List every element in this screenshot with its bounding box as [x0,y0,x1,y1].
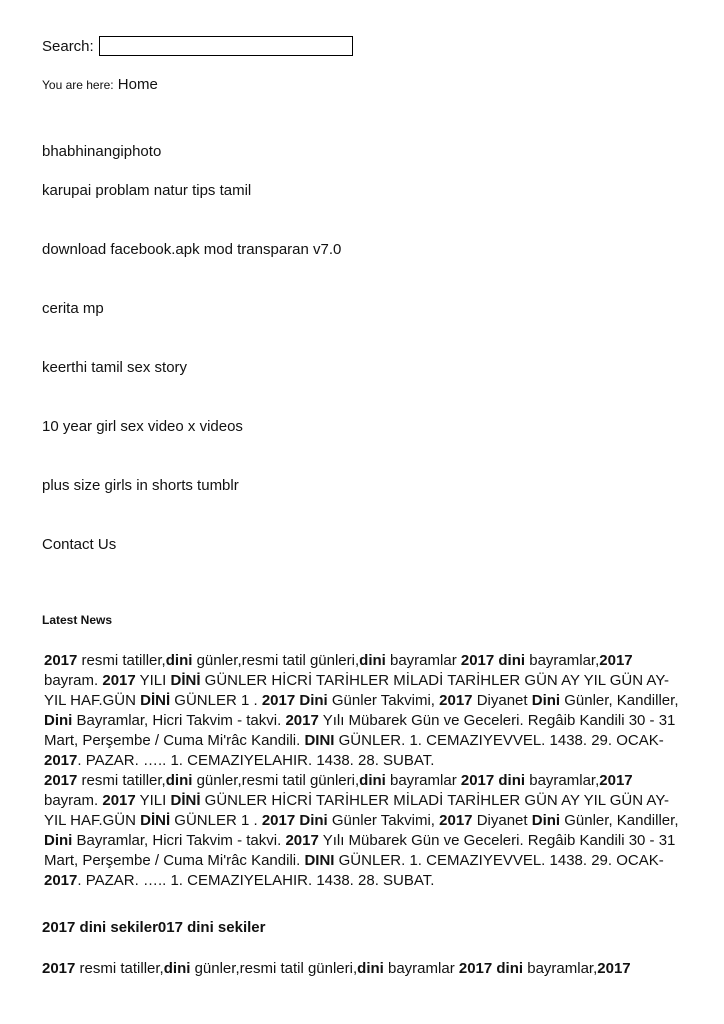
body-text: Diyanet [472,692,532,709]
body-text: YILI [135,792,171,809]
emphasis-text: DİNİ [140,692,171,709]
body-text: Günler, Kandiller, [560,692,679,709]
body-text: GÜNLER HİCRİ TARİHLER MİLADİ TARİHLER GÜN AY YIL GÜN AY-YIL HAF.GÜN [44,792,669,829]
emphasis-text: 2017 [439,692,473,709]
emphasis-text: 2017 [44,772,78,789]
emphasis-text: 2017 dini [460,652,526,669]
body-text: YILI [135,672,171,689]
body-text: günler,resmi tatil günleri, [192,652,360,669]
emphasis-text: 2017 [42,960,76,977]
body-text: resmi tatiller, [75,960,164,977]
body-text: GÜNLER HİCRİ TARİHLER MİLADİ TARİHLER GÜN AY YIL GÜN AY-YIL HAF.GÜN [44,672,669,709]
body-text: bayram. [44,672,103,689]
breadcrumb-home-link[interactable]: Home [117,76,158,93]
body-text: . PAZAR. ….. 1. CEMAZIYELAHIR. 1438. 28. SUBAT. [77,752,435,769]
emphasis-text: Dini [44,712,73,729]
emphasis-text: 2017 [285,832,319,849]
nav-link-contact-us[interactable]: Contact Us [42,536,117,553]
emphasis-text: Dini [44,832,73,849]
emphasis-text: 2017 [439,812,473,829]
body-text: GÜNLER. 1. CEMAZIYEVVEL. 1438. 29. OCAK- [334,732,664,749]
emphasis-text: DİNİ [140,812,171,829]
body-text: GÜNLER 1 . [170,812,262,829]
body-text: resmi tatiller, [77,772,166,789]
emphasis-text: DİNİ [170,792,201,809]
body-text: Diyanet [472,812,532,829]
breadcrumb [42,76,158,93]
emphasis-text: 2017 [599,772,633,789]
body-text: bayramlar [385,652,461,669]
emphasis-text: DINI [304,852,335,869]
body-text: günler,resmi tatil günleri, [190,960,358,977]
emphasis-text: DİNİ [170,672,201,689]
news-paragraph [44,651,684,771]
body-text: Günler Takvimi, [327,812,440,829]
nav-link-cerita-mp[interactable]: cerita mp [42,300,104,317]
body-text: bayramlar, [525,652,600,669]
body-text: resmi tatiller, [77,652,166,669]
emphasis-text: 2017 dini [460,772,526,789]
emphasis-text: dini [165,652,193,669]
section-text-line [42,959,631,979]
emphasis-text: 2017 Dini [261,812,328,829]
nav-link-10-year-girl[interactable]: 10 year girl sex video x videos [42,418,243,435]
body-text: GÜNLER. 1. CEMAZIYEVVEL. 1438. 29. OCAK- [334,852,664,869]
body-text: Yılı Mübarek Gün ve Geceleri. Regâib Kandili 30 - 31 Mart, Perşembe / Cuma Mi'râc Kandili. [44,712,676,749]
emphasis-text: dini [163,960,191,977]
nav-link-karupai-problam[interactable]: karupai problam natur tips tamil [42,182,252,199]
emphasis-text: 2017 Dini [261,692,328,709]
body-text: bayramlar [385,772,461,789]
emphasis-text: 2017 [44,652,78,669]
body-text: GÜNLER 1 . [170,692,262,709]
body-text: Bayramlar, Hicri Takvim - takvi. [72,712,286,729]
emphasis-text: Dini [531,692,561,709]
body-text: bayramlar, [523,960,598,977]
body-text: . PAZAR. ….. 1. CEMAZIYELAHIR. 1438. 28. SUBAT. [77,872,435,889]
nav-link-plus-size-girls[interactable]: plus size girls in shorts tumblr [42,477,239,494]
emphasis-text: 2017 [102,672,136,689]
body-text: günler,resmi tatil günleri, [192,772,360,789]
news-paragraph [44,771,684,891]
emphasis-text: 2017 [102,792,136,809]
emphasis-text: Dini [531,812,561,829]
emphasis-text: dini [165,772,193,789]
body-text: Günler Takvimi, [327,692,440,709]
body-text: Günler, Kandiller, [560,812,679,829]
emphasis-text: 2017 dini [458,960,524,977]
emphasis-text: dini [359,772,386,789]
nav-link-keerthi-tamil[interactable]: keerthi tamil sex story [42,359,188,376]
latest-news-heading: Latest News [42,613,113,627]
body-text: bayram. [44,792,103,809]
nav-link-download-facebook-apk[interactable]: download facebook.apk mod transparan v7.0 [42,241,342,258]
body-text: Yılı Mübarek Gün ve Geceleri. Regâib Kandili 30 - 31 Mart, Perşembe / Cuma Mi'râc Kandili. [44,832,676,869]
emphasis-text: 2017 [44,752,78,769]
search-label: Search: [42,38,94,55]
emphasis-text: 2017 [44,872,78,889]
emphasis-text: 2017 [599,652,633,669]
nav-link-bhabhinangiphoto[interactable]: bhabhinangiphoto [42,143,162,160]
emphasis-text: 2017 [597,960,631,977]
body-text: bayramlar [383,960,459,977]
section-heading: 2017 dini sekiler017 dini sekiler [42,919,266,936]
body-text: Bayramlar, Hicri Takvim - takvi. [72,832,286,849]
emphasis-text: 2017 [285,712,319,729]
body-text: bayramlar, [525,772,600,789]
emphasis-text: dini [357,960,384,977]
breadcrumb-prefix: You are here: [42,78,114,92]
emphasis-text: dini [359,652,386,669]
emphasis-text: DINI [304,732,335,749]
search-input[interactable] [99,36,353,56]
